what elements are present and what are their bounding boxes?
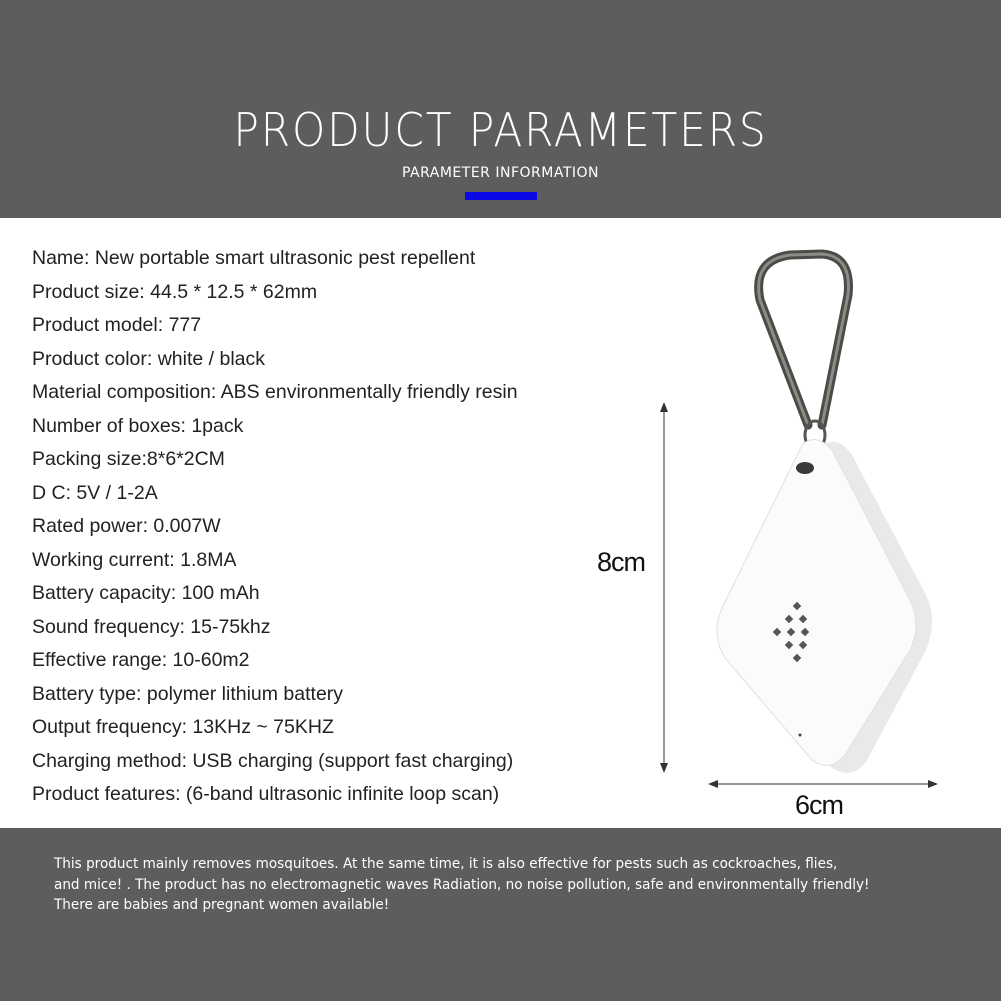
footer-line: There are babies and pregnant women available! xyxy=(54,897,390,913)
parameter-item: Product features: (6-band ultrasonic infinite loop scan) xyxy=(32,783,500,805)
parameter-item: Output frequency: 13KHz ~ 75KHZ xyxy=(32,716,334,738)
parameter-item: Working current: 1.8MA xyxy=(32,548,237,571)
parameter-item: Product size: 44.5 * 12.5 * 62mm xyxy=(32,280,318,303)
repeller-device xyxy=(717,440,932,773)
parameter-item: Number of boxes: 1pack xyxy=(32,414,244,437)
product-illustration xyxy=(590,240,990,830)
parameter-item: Effective range: 10-60m2 xyxy=(32,649,250,671)
height-dimension-line xyxy=(660,402,668,773)
parameter-item: Battery capacity: 100 mAh xyxy=(32,582,260,604)
parameter-item: Battery type: polymer lithium battery xyxy=(32,682,344,705)
parameter-item: Product color: white / black xyxy=(32,347,266,370)
accent-bar xyxy=(465,192,537,200)
footer-line: This product mainly removes mosquitoes. At the same time, it is also effective for pests such as cockroaches, flies, xyxy=(54,856,838,872)
parameter-item: Charging method: USB charging (support fast charging) xyxy=(32,749,514,772)
footer-line: and mice! . The product has no electromagnetic waves Radiation, no noise pollution, safe and environmentally friendly! xyxy=(54,876,870,893)
parameter-item: Product model: 777 xyxy=(32,314,202,336)
parameter-item: D C: 5V / 1-2A xyxy=(32,481,158,504)
parameter-item: Material composition: ABS environmentally friendly resin xyxy=(32,381,518,403)
footer-banner xyxy=(0,828,1001,1001)
header-banner xyxy=(0,0,1001,218)
page-title: PRODUCT PARAMETERS xyxy=(233,103,768,157)
height-label: 8cm xyxy=(597,547,646,577)
parameter-item: Name: New portable smart ultrasonic pest repellent xyxy=(32,247,476,269)
width-label: 6cm xyxy=(795,790,844,820)
parameter-item: Packing size:8*6*2CM xyxy=(32,448,225,470)
width-dimension-line xyxy=(708,780,938,788)
parameter-item: Rated power: 0.007W xyxy=(32,515,221,537)
parameter-list xyxy=(32,242,518,812)
parameter-item: Sound frequency: 15-75khz xyxy=(32,615,271,638)
carabiner-icon xyxy=(759,254,849,449)
product-image xyxy=(590,240,990,830)
footer-description xyxy=(54,854,946,916)
page-subtitle: PARAMETER INFORMATION xyxy=(401,165,599,181)
